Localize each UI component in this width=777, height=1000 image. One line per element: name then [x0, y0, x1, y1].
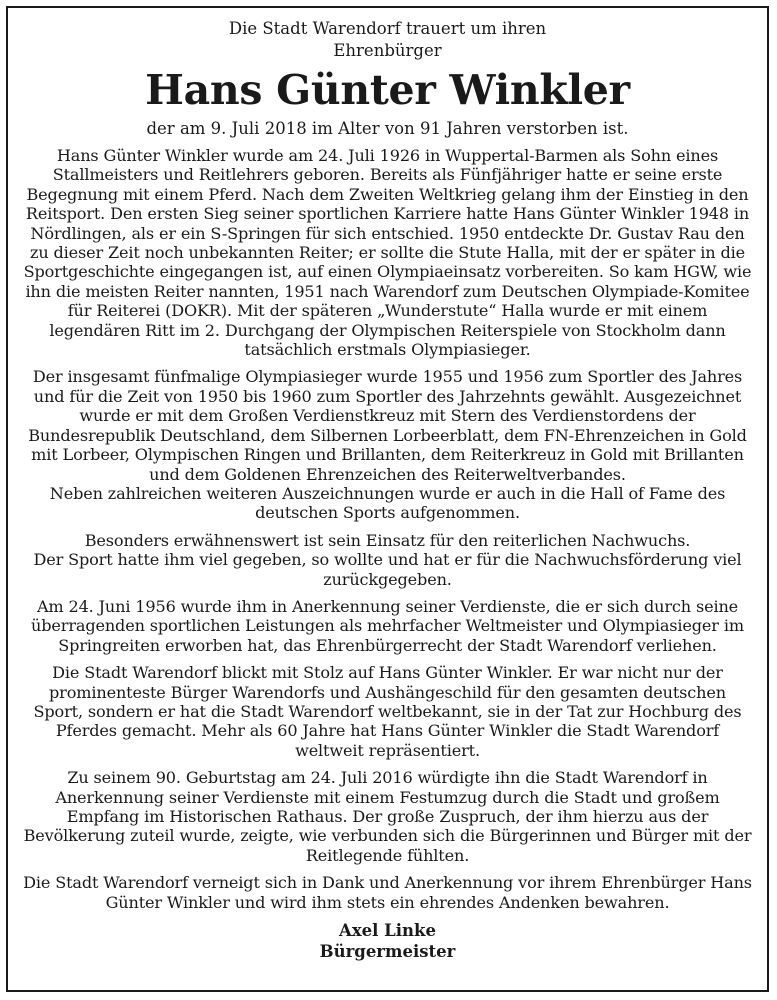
paragraph-pride: Die Stadt Warendorf blickt mit Stolz auf Hans Günter Winkler. Er war nicht nur der prominenteste Bürger Warendorfs und Aushängeschild für den gesamten deutschen Sport, sondern er hat die Stadt Warendorf weltbekannt, sie in der Tat zur Hochburg des Pferdes gemacht. Mehr als 60 Jahre hat Hans Günter Winkler die Stadt Warendorf weltweit repräsentiert.: [33, 663, 742, 760]
deceased-name: Hans Günter Winkler: [145, 66, 630, 114]
signature-title: Bürgermeister: [319, 942, 456, 962]
paragraph-biography: Hans Günter Winkler wurde am 24. Juli 1926 in Wuppertal-Barmen als Sohn eines Stallmeisters und Reitlehrers geboren. Bereits als Fünfjähriger hatte er seine erste Begegnung mit einem Pferd. Nach dem Zweiten Weltkrieg gelang ihm der Einstieg in den Reitsport. Den ersten Sieg seiner sportlichen Karriere hatte Hans Günter Winkler 1948 in Nördlingen, als er ein S-Springen für sich entschied. 1950 entdeckte Dr. Gustav Rau den zu dieser Zeit noch unbekannten Reiter; er sollte die Stute Halla, mit der er später in die Sportgeschichte eingegangen ist, auf einen Olympiaeinsatz vorbereiten. So kam HGW, wie ihn die meisten Reiter nannten, 1951 nach Warendorf zum Deutschen Olympiade-Komitee für Reiterei (DOKR). Mit der späteren „Wunderstute“ Halla wurde er mit einem legendären Ritt im 2. Durchgang der Olympischen Reiterspiele von Stockholm dann tatsächlich erstmals Olympiasieger.: [23, 146, 752, 360]
obituary-frame: [6, 6, 769, 992]
paragraph-birthday: Zu seinem 90. Geburtstag am 24. Juli 2016 würdigte ihn die Stadt Warendorf in Anerkennung seiner Verdienste mit einem Festumzug durch die Stadt und großem Empfang im Historischen Rathaus. Der große Zuspruch, der ihm hierzu aus der Bevölkerung zuteil wurde, zeigte, wie verbunden sich die Bürgerinnen und Bürger mit der Reitlegende fühlten.: [23, 768, 752, 865]
intro-line-1: Die Stadt Warendorf trauert um ihren: [228, 19, 547, 38]
intro-line-2: Ehrenbürger: [333, 41, 442, 60]
paragraph-youth: Besonders erwähnenswert ist sein Einsatz für den reiterlichen Nachwuchs. Der Sport hatte ihm viel gegeben, so wollte und hat er für die Nachwuchsförderung viel zurückgegeben.: [33, 530, 742, 589]
death-notice-line: der am 9. Juli 2018 im Alter von 91 Jahren verstorben ist.: [146, 119, 629, 138]
paragraph-honors: Der insgesamt fünfmalige Olympiasieger wurde 1955 und 1956 zum Sportler des Jahres und für die Zeit von 1950 bis 1960 zum Sportler des Jahrzehnts gewählt. Ausgezeichnet wurde er mit dem Großen Verdienstkreuz mit Stern des Verdienstordens der Bundesrepublik Deutschland, dem Silbernen Lorbeerblatt, dem FN-Ehrenzeichen in Gold mit Lorbeer, Olympischen Ringen und Brillanten, dem Reiterkreuz in Gold mit Brillanten und dem Goldenen Ehrenzeichen des Reiterweltverbandes. Neben zahlreichen weiteren Auszeichnungen wurde er auch in die Hall of Fame des deutschen Sports aufgenommen.: [28, 367, 747, 523]
paragraph-honorary-citizen: Am 24. Juni 1956 wurde ihm in Anerkennung seiner Verdienste, die er sich durch seine überragenden sportlichen Leistungen als mehrfacher Weltmeister und Olympiasieger im Springreiten erworben hat, das Ehrenbürgerrecht der Stadt Warendorf verliehen.: [31, 596, 744, 655]
signature-name: Axel Linke: [339, 921, 436, 941]
paragraph-farewell: Die Stadt Warendorf verneigt sich in Dank und Anerkennung vor ihrem Ehrenbürger Hans Günter Winkler und wird ihm stets ein ehrendes Andenken bewahren.: [23, 873, 752, 912]
obituary-content: [22, 18, 753, 980]
